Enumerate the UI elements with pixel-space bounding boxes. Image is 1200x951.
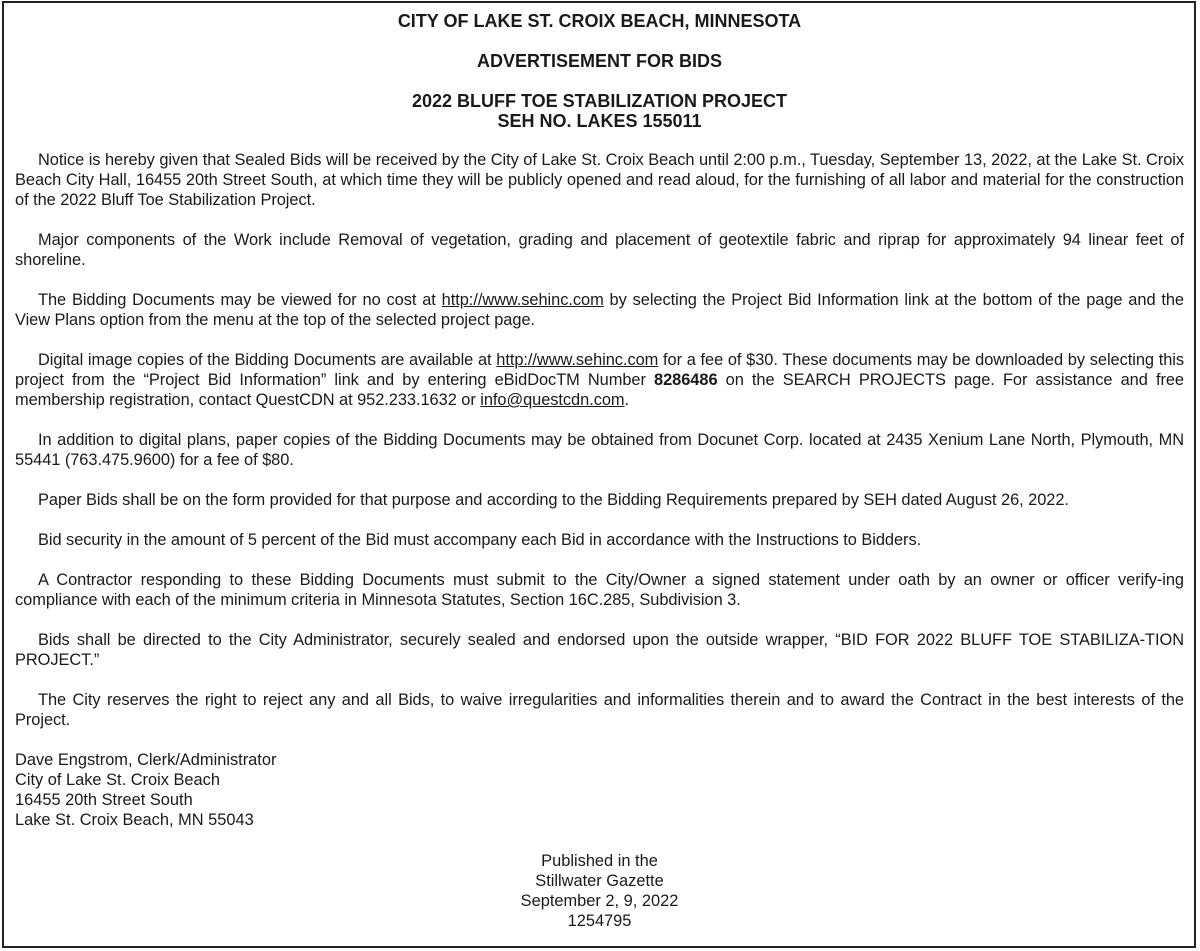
legal-notice — [2, 1, 1196, 948]
paragraph-reservation-of-rights: The City reserves the right to reject any and all Bids, to waive irregularities and informalities therein and to award the Contract in the best interests of the Project. — [15, 691, 1184, 729]
sehinc-link[interactable]: http://www.sehinc.com — [441, 291, 604, 309]
signer-organization: City of Lake St. Croix Beach — [15, 771, 220, 789]
signature-block — [15, 750, 1184, 830]
signer-street: 16455 20th Street South — [15, 791, 193, 809]
text-segment: The Bidding Documents may be viewed for no cost at — [38, 291, 442, 309]
publication-block — [15, 851, 1184, 931]
paragraph-paper-bids: Paper Bids shall be on the form provided for that purpose and according to the Bidding Requirements prepared by SEH dated August 26, 2022. — [38, 491, 1069, 509]
ebiddoc-number: 8286486 — [654, 371, 718, 389]
paragraph-bid-notice: Notice is hereby given that Sealed Bids will be received by the City of Lake St. Croix Beach until 2:00 p.m., Tuesday, September 13, 2022, at the Lake St. Croix Beach City Hall, 16455 20th Street South, at which time they will be publicly opened and read aloud, for the furnishing of all labor and material for the construction of the 2022 Bluff Toe Stabilization Project. — [15, 151, 1184, 209]
publication-dates: September 2, 9, 2022 — [520, 892, 679, 910]
paragraph-bid-security: Bid security in the amount of 5 percent of the Bid must accompany each Bid in accordance with the Instructions to Bidders. — [38, 531, 922, 549]
publication-paper: Stillwater Gazette — [535, 872, 664, 890]
notice-type-heading: ADVERTISEMENT FOR BIDS — [476, 51, 722, 71]
text-segment: by selecting the Project Bid Information link at the bottom of the page and the View Plans option from the menu at the top of the selected project page. — [15, 291, 1185, 329]
paragraph-contractor-statement: A Contractor responding to these Bidding Documents must submit to the City/Owner a signed statement under oath by an owner or officer verify-ing compliance with each of the minimum criteria in Minnesota Statutes, Section 16C.285, Subdivision 3. — [15, 571, 1184, 609]
project-heading: 2022 BLUFF TOE STABILIZATION PROJECT — [411, 91, 788, 111]
signer-name: Dave Engstrom, Clerk/Administrator — [15, 751, 277, 769]
paragraph-work-components: Major components of the Work include Removal of vegetation, grading and placement of geotextile fabric and riprap for approximately 94 linear feet of shoreline. — [15, 231, 1184, 269]
seh-number-heading: SEH NO. LAKES 155011 — [497, 111, 702, 131]
signer-city-state-zip: Lake St. Croix Beach, MN 55043 — [15, 811, 254, 829]
paragraph-digital-copies — [15, 350, 1184, 410]
publication-line: Published in the — [541, 852, 658, 870]
paragraph-view-documents — [15, 290, 1184, 330]
text-segment: . — [624, 391, 630, 409]
paragraph-bid-directions: Bids shall be directed to the City Administrator, securely sealed and endorsed upon the outside wrapper, “BID FOR 2022 BLUFF TOE STABILIZA-TION PROJECT.” — [15, 631, 1184, 669]
questcdn-email-link[interactable]: info@questcdn.com — [480, 391, 625, 409]
sehinc-link[interactable]: http://www.sehinc.com — [496, 351, 659, 369]
text-segment: Digital image copies of the Bidding Documents are available at — [38, 351, 497, 369]
text-segment: on the SEARCH PROJECTS page. For assistance and free membership registration, contact QuestCDN at 952.233.1632 or — [15, 371, 1184, 409]
city-heading: CITY OF LAKE ST. CROIX BEACH, MINNESOTA — [397, 11, 802, 31]
text-segment: for a fee of $30. These documents may be downloaded by selecting this project from the “Project Bid Information” link and by entering eBidDocTM Number — [15, 351, 1185, 389]
publication-ad-number: 1254795 — [567, 912, 632, 930]
paragraph-paper-copies: In addition to digital plans, paper copies of the Bidding Documents may be obtained from Docunet Corp. located at 2435 Xenium Lane North, Plymouth, MN 55441 (763.475.9600) for a fee of $80. — [15, 431, 1184, 469]
